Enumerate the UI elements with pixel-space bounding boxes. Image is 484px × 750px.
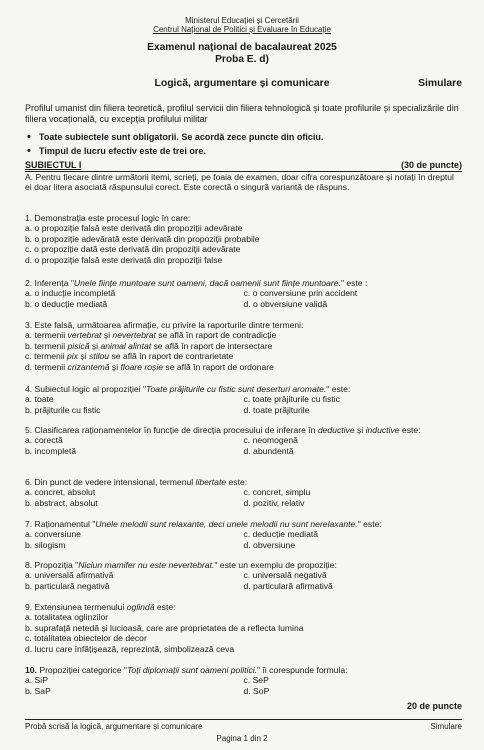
option-c: c. neomogenă [243,435,298,446]
rules-list [25,130,462,159]
page-number: Pagina 1 din 2 [216,734,268,743]
option-c: c. concret, simplu [243,487,311,498]
option-d: d. particulară afirmativă [243,580,333,591]
question-stem: 9. Extensiunea termenului oglindă este: [25,602,176,612]
question-2 [25,278,462,309]
option-d: d. o obversiune validă [243,298,328,309]
footer-right: Simulare [430,722,462,731]
option-a: a. SiP [25,675,48,686]
option-d: d. obversiune [243,539,296,550]
question-8 [25,560,462,591]
option-b: b. prăjiturile cu fistic [25,404,101,415]
option-d: d. termenii crizantemă și floare roșie se află în raport de ordonare [25,361,274,372]
option-b: b. o deducție mediată [25,298,108,309]
simulare-label: Simulare [418,78,462,89]
option-c: c. o conversiune prin accident [243,288,358,299]
option-d: d. pozitiv, relativ [243,497,305,508]
option-b: b. suprafață netedă și lucioasă, care are proprietatea de a reflecta lumina [25,622,304,633]
question-10 [25,665,462,696]
question-4 [25,384,462,415]
option-a: a. o inducție incompletă [25,288,116,299]
option-b: b. incompletă [25,445,77,456]
option-a: a. universală afirmativă [25,570,114,581]
option-a: a. corectă [25,435,63,446]
option-a: a. totalitatea oglinzilor [25,612,109,623]
option-c: c. deducție mediată [243,529,319,540]
option-d: d. o propoziție falsă este derivată din propoziții false [25,254,223,265]
option-c: c. totalitatea obiectelor de decor [25,633,147,644]
option-a: a. toate [25,394,54,405]
total-points: 20 de puncte [406,701,462,711]
question-stem: 4. Subiectul logic al propoziției "Toate prăjiturile cu fistic sunt deserturi aromate." este: [25,384,351,394]
exam-title-text: Examenul național de bacalaureat 2025 [147,42,337,53]
question-stem: 2. Inferența "Unele ființe muntoare sunt oameni, dacă oamenii sunt ființe muntoare." este : [25,278,368,288]
ministry-name: Ministerul Educației și Cercetării [185,16,299,25]
option-d: d. lucru care înfățișează, reprezintă, simbolizează ceva [25,643,235,654]
rule-item: • Timpul de lucru efectiv este de trei ore. [25,144,462,158]
footer-divider [25,719,462,720]
footer-left: Probă scrisă la logică, argumentare și comunicare [25,722,203,731]
question-stem: 6. Din punct de vedere intensional, termenul libertate este: [25,477,248,487]
instructions [25,172,462,193]
question-7 [25,519,462,550]
option-a: a. conversiune [25,529,81,540]
option-d: d. SoP [243,685,270,696]
option-b: b. particulară negativă [25,580,110,591]
center-name: Centrul Național de Politici și Evaluare în Educație [153,24,331,34]
option-c: c. universală negativă [243,570,327,581]
question-6 [25,477,462,508]
option-b: b. termenii pisică și animal alintat se află în raport de intersectare [25,340,273,351]
subject-title: Logică, argumentare și comunicare [154,78,330,89]
question-3 [25,320,462,372]
option-b: b. SaP [25,685,51,696]
question-1 [25,213,462,265]
option-a: a. termenii vertebrat și nevertebrat se află în raport de contradicție [25,330,277,341]
question-stem: 7. Raționamentul "Unele melodii sunt relaxante, deci unele melodii nu sunt nerelaxante." este: [25,519,382,529]
option-a: a. concret, absolut [25,487,96,498]
option-a: a. o propoziție falsă este derivată din propoziții adevărate [25,223,243,234]
section-title: SUBIECTUL I [25,160,82,170]
question-stem: 1. Demonstrația este procesul logic în care: [25,213,191,223]
option-d: d. abundentă [243,445,294,456]
question-5 [25,425,462,456]
option-c: c. termenii pix și stilou se află în raport de contrarietate [25,351,234,362]
profile-text: Profilul umanist din filiera teoretică, profilul servicii din filiera tehnologică și toate profilurile și specializările din filiera vocațională, cu excepția profilului militar [25,103,459,125]
question-stem: 5. Clasificarea raționamentelor în funcție de direcția procesului de inferare în deductive și inductive este: [25,425,421,435]
option-c: c. toate prăjiturile cu fistic [243,394,340,405]
rule-item: • Toate subiectele sunt obligatorii. Se acordă zece puncte din oficiu. [25,130,462,144]
option-c: c. o propoziție dată este derivată din propoziții adevărate [25,244,241,255]
instructions-text: A. Pentru fiecare dintre următorii itemi, scrieți, pe foaia de examen, doar cifra corespunzătoare și notați în dreptul ei doar litera asociată răspunsului corect. Este corectă o singură variantă de răspuns. [25,172,454,193]
ministry-header [0,17,484,35]
proba-label: Proba E. d) [215,54,269,66]
section-points: (30 de puncte) [400,160,462,170]
option-b: b. abstract, absolut [25,497,98,508]
option-d: d. toate prăjiturile [243,404,310,415]
option-b: b. silogism [25,539,66,550]
question-stem: 3. Este falsă, următoarea afirmație, cu privire la raporturile dintre termeni: [25,320,304,330]
question-9 [25,602,462,654]
exam-title [0,42,484,67]
question-stem: 10. Propoziției categorice "Toți diplomații sunt oameni politici." îi corespunde formula: [25,665,348,675]
question-stem: 8. Propoziția "Niciun mamifer nu este nevertebrat." este un exemplu de propoziție: [25,560,337,570]
option-b: b. o propoziție adevărată este derivată din propoziții probabile [25,233,260,244]
option-c: c. SeP [243,675,269,686]
